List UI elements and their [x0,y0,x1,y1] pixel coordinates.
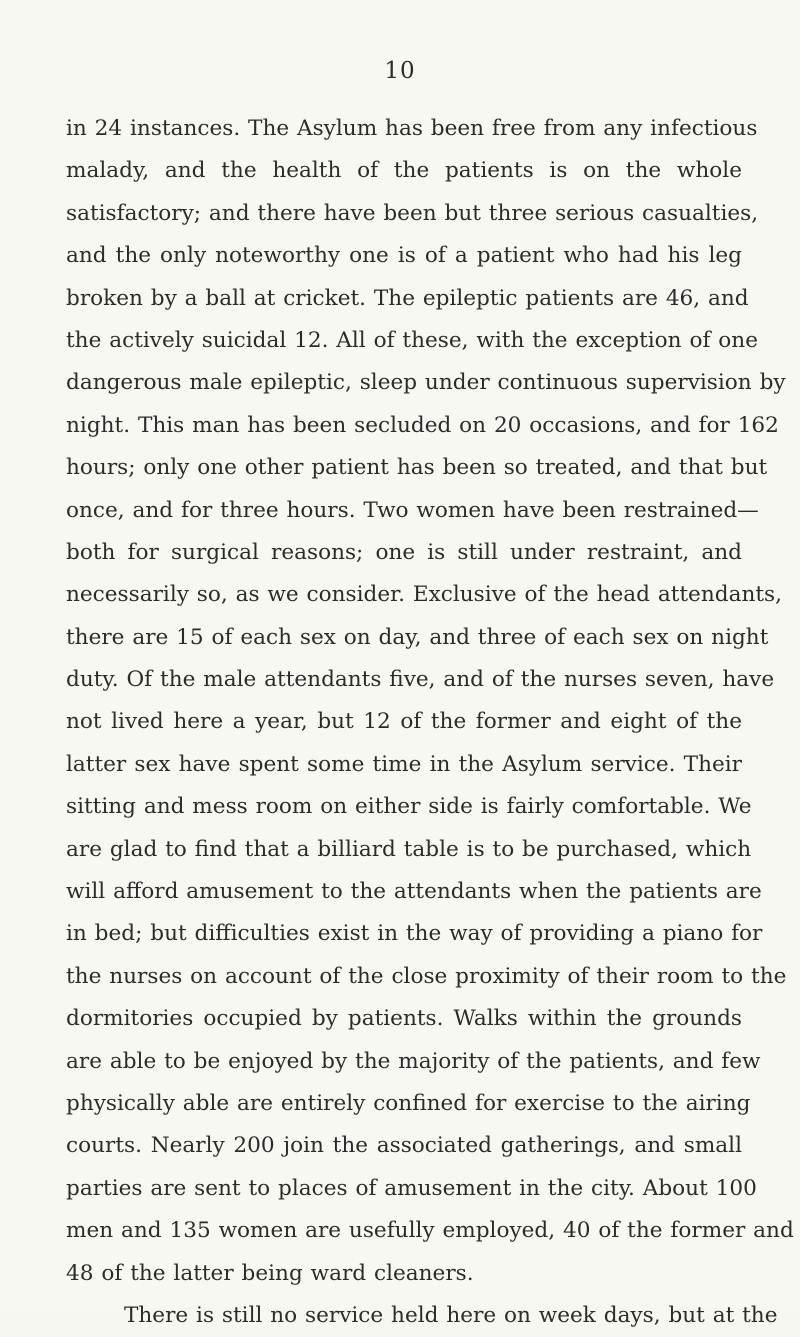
text-line-27: men and 135 women are usefully employed, 40 of the former and [66,1218,794,1244]
text-line-20: in bed; but difficulties exist in the way of providing a piano for [66,921,763,947]
text-line-6: the actively suicidal 12. All of these, with the exception of one [66,327,758,353]
page-number: 10 [384,58,416,84]
text-line-22: dormitories occupied by patients. Walks within the grounds [66,1006,742,1032]
text-line-10: once, and for three hours. Two women have been restrained— [66,497,759,523]
text-line-17: sitting and mess room on either side is fairly comfortable. We [66,794,752,820]
text-line-21: the nurses on account of the close proximity of their room to the [66,963,787,989]
text-line-16: latter sex have spent some time in the Asylum service. Their [66,751,742,777]
text-line-8: night. This man has been secluded on 20 occasions, and for 162 [66,412,779,438]
text-line-14: duty. Of the male attendants five, and of the nurses seven, have [66,667,775,693]
text-line-4: and the only noteworthy one is of a patient who had his leg [66,243,742,269]
text-line-15: not lived here a year, but 12 of the former and eight of the [66,709,742,735]
text-line-24: physically able are entirely confined for exercise to the airing [66,1090,751,1116]
body-text [66,108,794,1337]
text-line-7: dangerous male epileptic, sleep under continuous supervision by [66,370,786,396]
text-line-1: in 24 instances. The Asylum has been free from any infectious [66,116,758,141]
text-line-13: there are 15 of each sex on day, and three of each sex on night [66,624,769,650]
text-line-18: are glad to find that a billiard table is to be purchased, which [66,836,752,862]
text-line-2: malady, and the health of the patients is on the whole [66,158,742,184]
text-line-3: satisfactory; and there have been but three serious casualties, [66,200,759,226]
text-line-19: will afford amusement to the attendants when the patients are [66,879,762,905]
text-line-25: courts. Nearly 200 join the associated gatherings, and small [66,1133,742,1159]
text-line-28: 48 of the latter being ward cleaners. [66,1260,474,1286]
text-line-26: parties are sent to places of amusement in the city. About 100 [66,1175,757,1201]
text-line-11: both for surgical reasons; one is still under restraint, and [66,539,742,565]
text-line-23: are able to be enjoyed by the majority of the patients, and few [66,1048,761,1074]
text-line-5: broken by a ball at cricket. The epileptic patients are 46, and [66,285,749,311]
text-line-9: hours; only one other patient has been so treated, and that but [66,455,768,481]
text-line-29: There is still no service held here on week days, but at the [124,1302,778,1328]
text-line-12: necessarily so, as we consider. Exclusive of the head attendants, [66,582,782,608]
